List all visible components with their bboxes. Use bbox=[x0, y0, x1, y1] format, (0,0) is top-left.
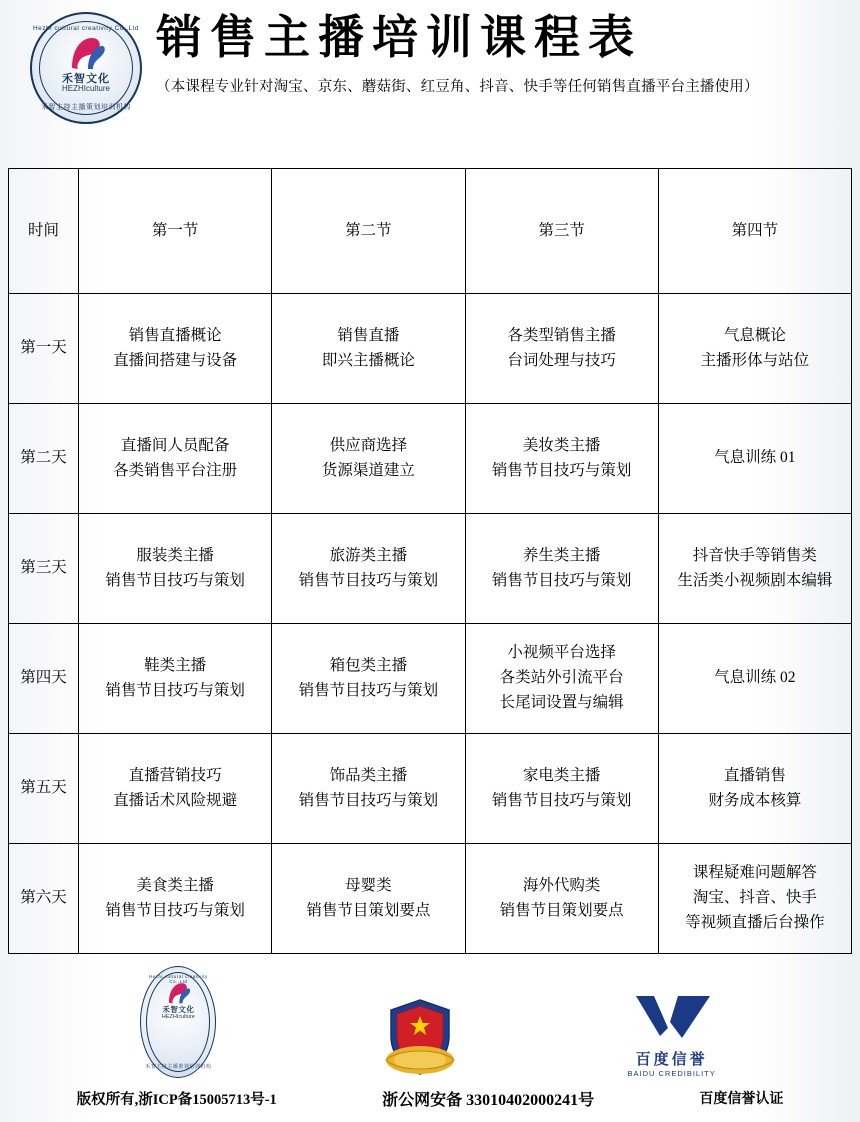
schedule-cell-line: 货源渠道建立 bbox=[321, 461, 415, 479]
baidu-credibility-label-cn: 百度信誉 bbox=[635, 1051, 708, 1068]
schedule-cell-line: 美妆类主播 bbox=[522, 436, 601, 454]
footer-text-row bbox=[0, 1078, 860, 1118]
table-header-period-4: 第四节 bbox=[658, 169, 851, 294]
schedule-cell-line: 销售直播概论 bbox=[128, 326, 222, 344]
schedule-cell-line: 鞋类主播 bbox=[144, 656, 207, 674]
schedule-cell bbox=[272, 844, 465, 954]
schedule-cell-line: 各类销售平台注册 bbox=[113, 461, 238, 479]
schedule-cell bbox=[272, 404, 465, 514]
schedule-cell-line: 箱包类主播 bbox=[329, 656, 408, 674]
table-body bbox=[9, 294, 852, 954]
schedule-cell bbox=[79, 624, 272, 734]
footer-logo-arc-bottom-text: 禾智主持主播策划培训机构 bbox=[145, 1064, 212, 1070]
schedule-cell bbox=[465, 404, 658, 514]
schedule-cell-line: 财务成本核算 bbox=[708, 791, 802, 809]
schedule-cell-line: 台词处理与技巧 bbox=[507, 351, 616, 369]
row-day-label: 第六天 bbox=[9, 844, 79, 954]
schedule-table-wrapper bbox=[8, 168, 852, 954]
police-emblem-icon bbox=[377, 998, 463, 1078]
footer-logo-arc-top-text: Hezhi cultural creativity Co.,Ltd bbox=[148, 974, 208, 984]
icp-registration-text: 浙公网安备 33010402000241号 bbox=[382, 1091, 595, 1109]
schedule-cell bbox=[79, 404, 272, 514]
schedule-cell-line: 销售节目技巧与策划 bbox=[491, 461, 632, 479]
schedule-cell-line: 销售直播 bbox=[337, 326, 400, 344]
schedule-cell bbox=[79, 514, 272, 624]
table-head bbox=[9, 169, 852, 294]
schedule-cell-line: 销售节目技巧与策划 bbox=[298, 571, 439, 589]
schedule-cell bbox=[272, 624, 465, 734]
schedule-cell-line: 气息训练 01 bbox=[714, 449, 796, 467]
table-header-row bbox=[9, 169, 852, 294]
schedule-cell-line: 销售节目技巧与策划 bbox=[105, 571, 245, 589]
logo-company-name-cn: 禾智文化 bbox=[62, 73, 110, 85]
table-header-time: 时间 bbox=[9, 169, 79, 294]
schedule-cell bbox=[658, 294, 851, 404]
schedule-cell bbox=[272, 734, 465, 844]
table-row bbox=[9, 844, 852, 954]
page-subtitle: （本课程专业针对淘宝、京东、蘑菇街、红豆角、抖音、快手等任何销售直播平台主播使用） bbox=[156, 78, 759, 95]
schedule-cell bbox=[79, 734, 272, 844]
schedule-cell-line: 销售节目技巧与策划 bbox=[491, 571, 632, 589]
baidu-v-icon bbox=[624, 990, 720, 1044]
schedule-cell bbox=[658, 404, 851, 514]
footer-logo-swoosh-icon bbox=[165, 982, 191, 1004]
schedule-cell-line: 养生类主播 bbox=[522, 546, 601, 564]
row-day-label: 第三天 bbox=[9, 514, 79, 624]
schedule-cell bbox=[658, 514, 851, 624]
schedule-cell-line: 饰品类主播 bbox=[329, 766, 408, 784]
schedule-cell-line: 主播形体与站位 bbox=[700, 351, 810, 369]
schedule-cell-line: 抖音快手等销售类 bbox=[692, 546, 817, 564]
police-badge bbox=[377, 998, 463, 1078]
schedule-cell-line: 生活类小视频剧本编辑 bbox=[677, 571, 833, 589]
schedule-cell bbox=[465, 514, 658, 624]
schedule-cell-line: 销售节目策划要点 bbox=[306, 901, 431, 919]
schedule-cell-line: 小视频平台选择 bbox=[507, 644, 616, 662]
document-header bbox=[0, 0, 860, 120]
schedule-cell-line: 直播间搭建与设备 bbox=[113, 351, 238, 369]
table-row bbox=[9, 734, 852, 844]
schedule-cell-line: 服装类主播 bbox=[136, 546, 214, 564]
table-header-period-2: 第二节 bbox=[272, 169, 465, 294]
schedule-cell-line: 课程疑难问题解答 bbox=[692, 864, 817, 882]
schedule-cell bbox=[465, 294, 658, 404]
baidu-credibility-badge bbox=[624, 990, 720, 1078]
baidu-credibility-label-en: BAIDU CREDIBILITY bbox=[627, 1069, 716, 1078]
footer-logo-company-name-cn: 禾智文化 bbox=[162, 1005, 195, 1014]
schedule-cell bbox=[272, 294, 465, 404]
schedule-table bbox=[8, 168, 852, 954]
logo-swoosh-icon bbox=[66, 36, 106, 70]
schedule-cell-line: 母婴类 bbox=[345, 876, 392, 894]
schedule-cell bbox=[465, 624, 658, 734]
schedule-cell-line: 长尾词设置与编辑 bbox=[499, 693, 624, 711]
schedule-cell-line: 销售节目技巧与策划 bbox=[491, 791, 632, 809]
row-day-label: 第一天 bbox=[9, 294, 79, 404]
schedule-cell-line: 各类站外引流平台 bbox=[499, 669, 624, 687]
table-row bbox=[9, 294, 852, 404]
schedule-cell-line: 供应商选择 bbox=[329, 436, 408, 454]
title-block bbox=[142, 10, 860, 96]
row-day-label: 第五天 bbox=[9, 734, 79, 844]
schedule-cell-line: 等视频直播后台操作 bbox=[685, 913, 825, 931]
schedule-cell-line: 直播营销技巧 bbox=[128, 766, 222, 784]
copyright-text: 版权所有,浙ICP备15005713号-1 bbox=[76, 1091, 277, 1108]
schedule-cell bbox=[79, 844, 272, 954]
schedule-cell bbox=[658, 734, 851, 844]
document-footer bbox=[0, 974, 860, 1122]
table-header-period-1: 第一节 bbox=[79, 169, 272, 294]
schedule-cell bbox=[272, 514, 465, 624]
schedule-cell-line: 销售节目技巧与策划 bbox=[105, 901, 245, 919]
row-day-label: 第二天 bbox=[9, 404, 79, 514]
schedule-cell-line: 旅游类主播 bbox=[329, 546, 408, 564]
schedule-cell-line: 气息训练 02 bbox=[714, 669, 796, 687]
schedule-cell bbox=[465, 734, 658, 844]
schedule-cell-line: 销售节目策划要点 bbox=[499, 901, 624, 919]
table-header-period-3: 第三节 bbox=[465, 169, 658, 294]
schedule-cell-line: 家电类主播 bbox=[522, 766, 601, 784]
footer-company-logo bbox=[140, 966, 216, 1078]
page-title: 销售主播培训课程表 bbox=[156, 12, 642, 63]
schedule-cell-line: 淘宝、抖音、快手 bbox=[692, 889, 817, 907]
logo-arc-top-text: Hezhi cultural creativity Co.,Ltd bbox=[32, 25, 140, 32]
schedule-cell-line: 销售节目技巧与策划 bbox=[298, 681, 439, 699]
footer-logo-company-name-en: HEZHIculture bbox=[161, 1014, 195, 1020]
schedule-cell-line: 直播销售 bbox=[723, 766, 786, 784]
schedule-cell-line: 海外代购类 bbox=[522, 876, 601, 894]
schedule-cell bbox=[465, 844, 658, 954]
table-row bbox=[9, 514, 852, 624]
footer-badges bbox=[0, 974, 860, 1078]
schedule-cell-line: 销售节目技巧与策划 bbox=[105, 681, 245, 699]
table-row bbox=[9, 404, 852, 514]
schedule-cell-line: 气息概论 bbox=[723, 326, 786, 344]
schedule-cell bbox=[658, 844, 851, 954]
schedule-cell-line: 直播话术风险规避 bbox=[113, 791, 238, 809]
table-row bbox=[9, 624, 852, 734]
company-logo bbox=[30, 12, 142, 124]
schedule-cell-line: 即兴主播概论 bbox=[321, 351, 415, 369]
logo-arc-bottom-text: 禾智主持主播策划培训机构 bbox=[41, 104, 131, 111]
row-day-label: 第四天 bbox=[9, 624, 79, 734]
logo-company-name-en: HEZHIculture bbox=[61, 84, 110, 93]
footer-company-badge bbox=[140, 964, 216, 1078]
schedule-cell-line: 销售节目技巧与策划 bbox=[298, 791, 439, 809]
schedule-cell-line: 直播间人员配备 bbox=[120, 436, 230, 454]
schedule-cell bbox=[658, 624, 851, 734]
schedule-cell-line: 各类型销售主播 bbox=[507, 326, 616, 344]
schedule-cell bbox=[79, 294, 272, 404]
schedule-cell-line: 美食类主播 bbox=[136, 876, 214, 894]
baidu-certification-text: 百度信誉认证 bbox=[699, 1092, 784, 1107]
